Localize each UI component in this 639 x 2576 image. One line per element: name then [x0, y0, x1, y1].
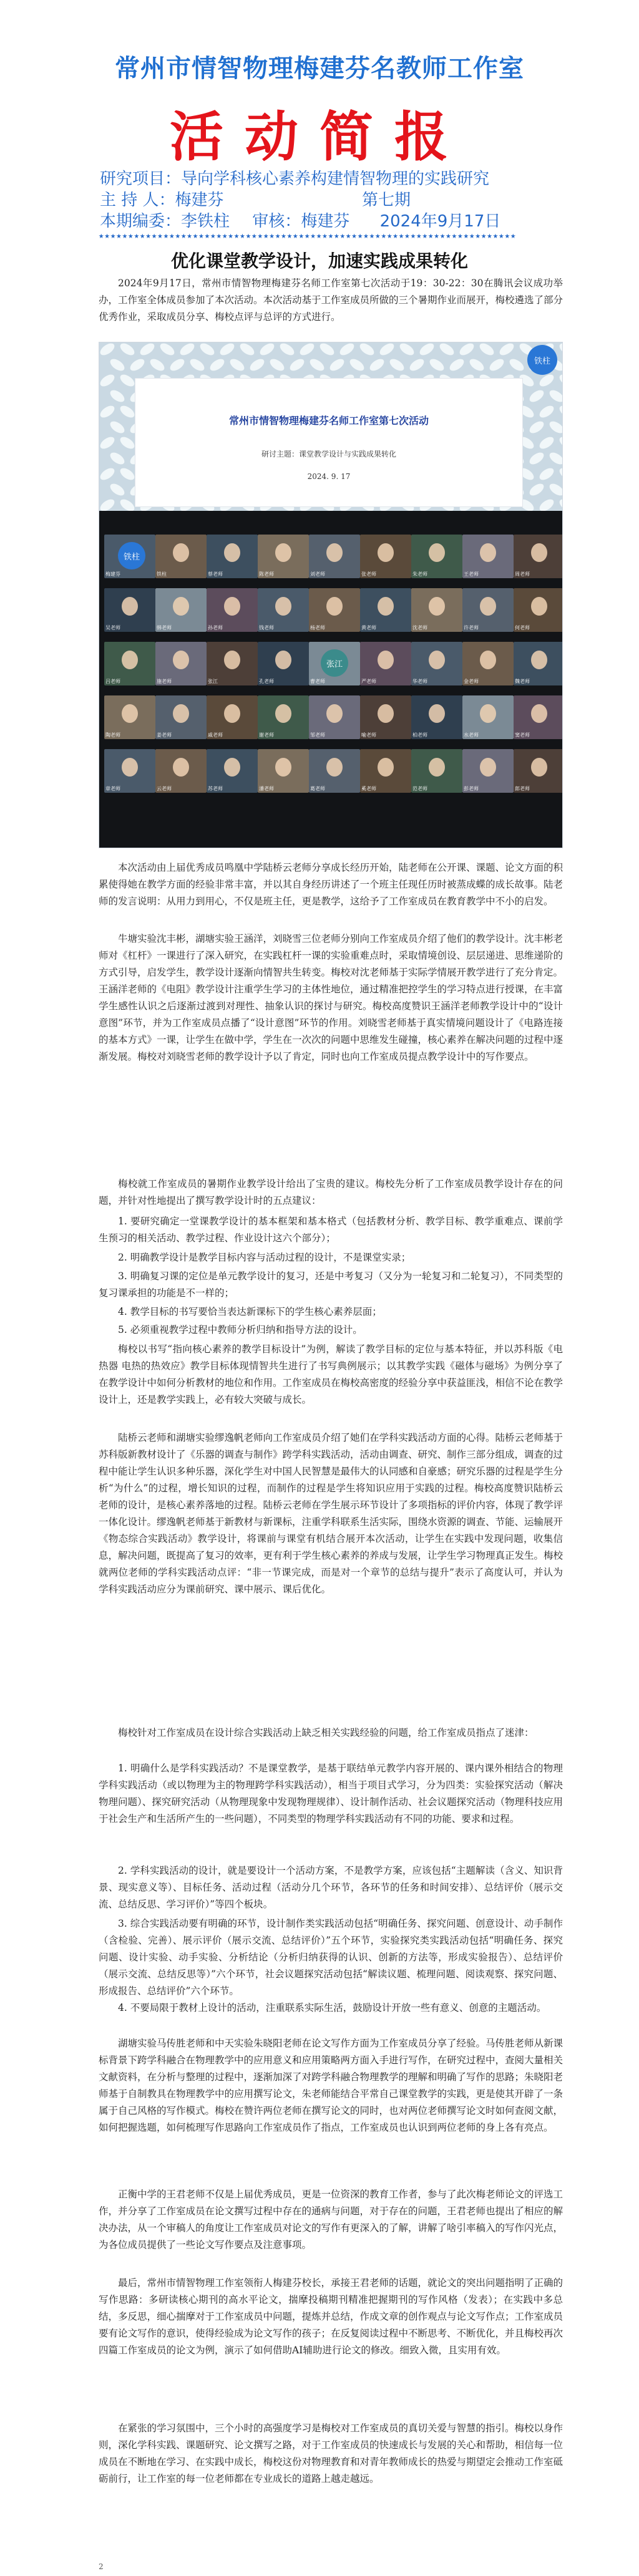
participant-avatar — [224, 651, 240, 669]
participant-tile — [155, 535, 207, 578]
participant-name: 韩老师 — [157, 625, 172, 631]
participant-avatar — [173, 704, 189, 723]
user-badge: 铁柱 — [527, 345, 557, 375]
leaf-decoration — [108, 388, 126, 404]
participant-avatar — [224, 704, 240, 723]
paragraph-12: 1. 明确什么是学科实践活动？不是课堂教学，是基于联结单元教学内容开展的、课内课外相结合的物理学科实践活动（或以物理为主的物理跨学科实践活动），相当于项目式学习，分为四类：实验探究活动（解决物理问题）、探究研究活动（从物理现象中发现物理规律）、设计制作活动、社会议题探究活动（物理科技应用于社会生产和生活所产生的一些问题），不同类型的物理学科实践活动有不同的功能、要求和过程。 — [99, 1763, 563, 1824]
paragraph-16: 湖塘实验马传胜老师和中天实验朱晓阳老师在论文写作方面为工作室成员分享了经验。马传胜老师从新课标背景下跨学科融合在物理教学中的应用意义和应用策略两方面入手进行写作，在研究过程中，查阅大量相关文献资料，在分析与整理的过程中，逐渐加深了对跨学科融合物理教学的理解和明确了写作的思路；朱晓阳老师基于自制教具在物理教学中的应用撰写论文，朱老师能结合平常自己课堂教学的实践，更是使其开辟了一条属于自己风格的写作模式。梅校在赞许两位老师在撰写论文的同时，也对两位老师撰写论文时如何查阅文献，如何把握选题，如何梳理写作思路向工作室成员作了指点，工作室成员也认识到两位老师的身上各有亮点。 — [99, 2038, 563, 2133]
leaf-decoration — [248, 357, 266, 373]
project-label: 研究项目： — [100, 170, 182, 188]
participant-name: 严老师 — [361, 679, 376, 684]
article-title: 优化课堂教学设计，加速实践成果转化 — [170, 251, 468, 271]
participant-avatar — [224, 543, 240, 562]
participant-tile — [360, 749, 411, 793]
leaf-decoration — [358, 342, 376, 357]
leaf-decoration — [168, 357, 186, 373]
participant-tile — [104, 642, 155, 685]
participant-tile — [411, 749, 462, 793]
participant-name: 金老师 — [464, 679, 479, 684]
participant-name: 苏老师 — [208, 786, 223, 792]
participant-name: 梅建芬 — [105, 571, 120, 577]
participant-name: 潘老师 — [259, 786, 274, 792]
participant-name: 陶老师 — [105, 732, 120, 738]
issue-number: 第七期 — [362, 191, 411, 210]
participant-avatar — [480, 758, 496, 777]
leaf-decoration — [527, 450, 545, 467]
participant-name: 姜老师 — [157, 732, 172, 738]
participant-tile — [360, 642, 411, 685]
leaf-decoration — [527, 388, 545, 404]
participant-avatar — [429, 704, 445, 723]
slide-title: 常州市情智物理梅建芬名师工作室第七次活动 — [228, 415, 429, 427]
participant-avatar — [531, 543, 547, 562]
participant-tile — [360, 695, 411, 739]
participant-name: 水老师 — [464, 732, 479, 738]
participant-tile — [360, 588, 411, 632]
participant-tile — [309, 749, 360, 793]
participant-tile — [514, 695, 563, 739]
leaf-decoration — [388, 357, 406, 373]
participant-name: 吴老师 — [105, 625, 120, 631]
leaf-decoration — [138, 342, 156, 357]
participant-tile — [258, 749, 309, 793]
issue-date: 2024年9月17日 — [379, 212, 501, 231]
paragraph-13: 2. 学科实践活动的设计，就是要设计一个活动方案，不是教学方案，应该包括“主题解读（含义、知识背景、现实意义等）、目标任务、活动过程（活动分几个环节，各环节的任务和时间安排）、总结评价（展示交流、总结反思、学习评价）”等四个板块。 — [99, 1865, 563, 1910]
participant-name: 孔老师 — [259, 679, 274, 684]
participant-name: 华老师 — [412, 679, 427, 684]
leaf-decoration — [547, 419, 563, 435]
participant-avatar — [275, 758, 291, 777]
participant-name: 沈老师 — [412, 625, 427, 631]
participant-tile — [207, 695, 258, 739]
paragraph-15: 4. 不要局限于教材上设计的活动，注重联系实际生活，鼓励设计开放一些有意义、创意的主题活动。 — [118, 2002, 547, 2013]
leaf-decoration — [148, 357, 166, 373]
participant-avatar — [122, 651, 138, 669]
participant-tile — [258, 535, 309, 578]
participant-tile — [411, 588, 462, 632]
participant-avatar — [173, 543, 189, 562]
participant-name: 云老师 — [157, 786, 172, 792]
participant-tile — [462, 749, 514, 793]
participant-tile — [104, 588, 155, 632]
participant-name: 铁柱 — [157, 571, 167, 577]
participant-avatar — [275, 543, 291, 562]
participant-name: 杨老师 — [310, 625, 325, 631]
paragraph-4: 1. 要研究确定一堂课教学设计的基本框架和基本格式（包括教材分析、教学目标、教学重难点、课前学生预习的相关活动、教学过程、作业设计这六个部分）； — [99, 1216, 563, 1244]
participant-tile — [207, 588, 258, 632]
participant-tile — [462, 642, 514, 685]
participant-name: 奚老师 — [361, 786, 376, 792]
participant-tile — [309, 535, 360, 578]
leaf-decoration — [99, 466, 117, 482]
leaf-decoration — [178, 342, 196, 357]
paragraph-19: 在紧张的学习氛围中，三个小时的高强度学习是梅校对工作室成员的真切关爱与智慧的指引。梅校以身作则，深化学科实践、课题研究、论文撰写之路，对于工作室成员的快速成长与发展的关心和帮助，相信每一位成员在不断地在学习、在实践中成长，梅校这份对物理教育和对青年教师成长的热爱与期望定会推动工作室砥砺前行，让工作室的每一位老师都在专业成长的道路上越走越远。 — [99, 2423, 563, 2484]
leaf-decoration — [557, 435, 563, 451]
studio-name: 常州市情智物理梅建芬名教师工作室 — [115, 54, 524, 83]
leaf-decoration — [537, 404, 555, 420]
paragraph-11: 梅校针对工作室成员在设计综合实践活动上缺乏相关实践经验的问题，给工作室成员指点了迷津： — [118, 1727, 534, 1738]
host-line — [100, 187, 411, 210]
leaf-decoration — [537, 497, 555, 511]
participant-name: 王老师 — [464, 571, 479, 577]
leaf-decoration — [188, 357, 206, 373]
participant-name: 张江 — [208, 679, 218, 684]
participant-name: 戚老师 — [208, 732, 223, 738]
leaf-decoration — [118, 497, 136, 511]
participant-name: 章老师 — [105, 786, 120, 792]
participant-avatar — [480, 704, 496, 723]
participant-avatar — [480, 597, 496, 616]
participant-avatar — [275, 704, 291, 723]
participant-name: 施老师 — [157, 679, 172, 684]
participant-name: 柏老师 — [412, 732, 427, 738]
leaf-decoration — [198, 342, 216, 357]
participant-name: 何老师 — [515, 625, 530, 631]
participant-avatar — [429, 651, 445, 669]
participant-grid — [99, 511, 563, 848]
paragraph-9: 梅校以书写“指向核心素养的教学目标设计”为例，解读了教学目标的定位与基本特征，并以苏科版《电热器 电热的热效应》教学目标体现情智共生进行了书写典例展示；以其教学实践《磁体与磁场》为例分享了在教学设计中如何分析教材的地位和作用。工作室成员在梅校高密度的经验分享中获益匪浅，相信不论在教学设计上，还是教学实践上，必有较大突破与成长。 — [99, 1344, 563, 1405]
participant-badge: 铁柱 — [118, 542, 145, 569]
leaf-decoration — [328, 357, 346, 373]
participant-avatar — [429, 758, 445, 777]
participant-tile — [411, 535, 462, 578]
leaf-decoration — [557, 497, 563, 511]
participant-name: 陈老师 — [259, 571, 274, 577]
leaf-decoration — [108, 450, 126, 467]
leaf-decoration — [527, 482, 545, 498]
participant-name: 吕老师 — [105, 679, 120, 684]
participant-avatar — [173, 758, 189, 777]
leaf-decoration — [288, 357, 306, 373]
participant-tile — [207, 642, 258, 685]
participant-avatar — [378, 704, 394, 723]
leaf-decoration — [467, 357, 485, 373]
leaf-decoration — [318, 342, 336, 357]
leaf-decoration — [497, 342, 515, 357]
participant-avatar — [429, 597, 445, 616]
leaf-decoration — [398, 342, 416, 357]
leaf-decoration — [537, 466, 555, 482]
participant-tile — [155, 642, 207, 685]
leaf-decoration — [368, 357, 386, 373]
leaf-decoration — [507, 357, 525, 373]
participant-tile — [207, 749, 258, 793]
participant-tile — [360, 535, 411, 578]
leaf-decoration — [348, 357, 366, 373]
leaf-decoration — [527, 419, 545, 435]
paragraph-14: 3. 综合实践活动要有明确的环节，设计制作类实践活动包括“明确任务、探究问题、创意设计、动手制作（含检验、完善）、展示评价（展示交流、总结评价）”五个环节，实验探究类实践活动包括“明确任务、探究问题、设计实验、动手实验、分析结论（分析归纳获得的认识、创新的方法等，形成实验报告）、总结评价（展示交流、总结反思等）”六个环节，社会议题探究活动包括“解读议题、梳理问题、阅读观察、探究问题、形成报告、总结评价”六个环节。 — [99, 1918, 563, 1997]
participant-badge: 张江 — [321, 649, 348, 677]
host-label: 主 持 人： — [100, 191, 175, 210]
paragraph-17: 正衡中学的王君老师不仅是上届优秀成员，更是一位资深的教育工作者，参与了此次梅老师论文的评选工作，并分享了工作室成员在论文撰写过程中存在的通病与问题，对于存在的问题，王君老师也提出了相应的解决办法，从一个审稿人的角度让工作室成员对论文的写作有更深入的了解，讲解了啥引率稿入的写作闪光点，为各位成员提供了一些论文写作要点及注意事项。 — [99, 2189, 563, 2250]
participant-tile — [514, 588, 563, 632]
leaf-decoration — [258, 342, 276, 357]
participant-name: 喻老师 — [361, 732, 376, 738]
participant-avatar — [326, 704, 343, 723]
participant-avatar — [531, 651, 547, 669]
leaf-decoration — [208, 357, 226, 373]
participant-name: 许老师 — [464, 625, 479, 631]
leaf-decoration — [557, 372, 563, 389]
reviewer-label: 审核： — [252, 212, 301, 231]
leaf-decoration — [268, 357, 286, 373]
leaf-decoration — [118, 466, 136, 482]
participant-avatar — [326, 543, 343, 562]
meeting-slide — [135, 379, 522, 506]
participant-name: 葛老师 — [310, 786, 325, 792]
paragraph-18: 最后，常州市情智物理工作室领衔人梅建芬校长，承接王君老师的话题，就论文的突出问题指明了正确的写作思路：多研读核心期刊的高水平论文，揣摩投稿期刊精准把握期刊的写作风格（发表）；在实践中多总结，多反思，细心揣摩对于工作室成员中问题，提炼并总结，作成文章的创作观点与论文写作点；工作室成员要有论文写作的意识，使得经验成为论文写作的孩子；在反复阅读过程中不断思考、不断优化，并且梅校再次四篇工作室成员的论文为例，演示了如何借助AI辅助进行论文的修改。细致入微，且实用有效。 — [99, 2277, 563, 2356]
participant-tile — [207, 535, 258, 578]
participant-name: 周老师 — [515, 571, 530, 577]
editor-value: 李铁柱 — [181, 212, 230, 231]
participant-tile — [411, 642, 462, 685]
participant-tile — [411, 695, 462, 739]
leaf-decoration — [427, 357, 446, 373]
participant-tile — [514, 642, 563, 685]
leaf-decoration — [557, 404, 563, 420]
leaf-decoration — [99, 342, 117, 357]
participant-avatar — [531, 597, 547, 616]
leaf-decoration — [547, 388, 563, 404]
leaf-decoration — [228, 357, 246, 373]
participant-tile — [309, 588, 360, 632]
participant-avatar — [224, 597, 240, 616]
leaf-decoration — [118, 435, 136, 451]
leaf-decoration — [407, 357, 426, 373]
participant-avatar — [275, 651, 291, 669]
leaf-decoration — [417, 342, 436, 357]
participant-tile — [462, 535, 514, 578]
participant-name: 蔡老师 — [208, 571, 223, 577]
participant-name: 钱老师 — [259, 625, 274, 631]
participant-name: 朱老师 — [412, 571, 427, 577]
leaf-decoration — [99, 435, 117, 451]
leaf-decoration — [99, 404, 117, 420]
meeting-screenshot — [99, 342, 563, 848]
leaf-decoration — [108, 357, 126, 373]
participant-name: 张老师 — [361, 571, 376, 577]
project-value: 导向学科核心素养构建情智物理的实践研究 — [181, 170, 490, 188]
participant-name: 魏老师 — [515, 679, 530, 684]
leaf-decoration — [108, 482, 126, 498]
slide-date: 2024. 9. 17 — [307, 472, 351, 481]
leaf-decoration — [537, 435, 555, 451]
paragraph-5: 2. 明确教学设计是教学目标内容与活动过程的设计，不是课堂实录； — [118, 1252, 411, 1263]
participant-avatar — [480, 543, 496, 562]
participant-avatar — [531, 704, 547, 723]
participant-tile — [309, 695, 360, 739]
participant-avatar — [122, 758, 138, 777]
participant-name: 彭老师 — [464, 786, 479, 792]
reviewer-value: 梅建芬 — [301, 212, 350, 231]
leaf-decoration — [108, 419, 126, 435]
participant-tile — [258, 695, 309, 739]
participant-avatar — [326, 758, 343, 777]
participant-avatar — [378, 651, 394, 669]
participant-avatar — [275, 597, 291, 616]
leaf-decoration — [99, 372, 117, 389]
participant-tile — [258, 642, 309, 685]
participant-avatar — [173, 651, 189, 669]
leaf-decoration — [547, 450, 563, 467]
paragraph-8: 5. 必须重视教学过程中教师分析归纳和指导方法的设计。 — [118, 1324, 363, 1335]
paragraph-10: 陆桥云老师和湖塘实验缪逸帆老师向工作室成员介绍了她们在学科实践活动方面的心得。陆桥云老师基于苏科版新教材设计了《乐器的调查与制作》跨学科实践活动，活动由调查、研究、制作三部分组成，调查的过程中能让学生认识多种乐器，深化学生对中国人民智慧是最伟大的认同感和自豪感；研究乐器的过程是学生分析“为什么”的过程，增长知识的过程，而制作的过程是学生将知识应用于实践的过程。梅校高度赞识陆桥云老师的设计，是核心素养落地的过程。陆桥云老师在学生展示环节设计了多项指标的评价内容，体现了教学评一体化设计。缪逸帆老师基于新教材与新课标，注重学科联系生活实际，围绕水资源的调查、节能、运输展开《物态综合实践活动》教学设计，将课前与课堂有机结合展开本次活动，让学生在实践中发现问题，收集信息，解决问题，既提高了复习的效率，更有利于学生核心素养的养成与发展，让学生学习物理真正发生。梅校就两位老师的学科实践活动点评：“非一节课完成，而是对一个章节的总结与提升”表示了高度认可，并认为学科实践活动应分为课前研究、课中展示、课后优化。 — [99, 1432, 563, 1595]
participant-tile — [104, 695, 155, 739]
participant-tile — [104, 749, 155, 793]
leaf-decoration — [557, 342, 563, 357]
participant-tile — [514, 535, 563, 578]
leaf-decoration — [128, 357, 146, 373]
leaf-decoration — [238, 342, 256, 357]
participant-avatar — [173, 597, 189, 616]
editor-label: 本期编委： — [100, 212, 182, 231]
participant-avatar — [224, 758, 240, 777]
participant-tile — [514, 749, 563, 793]
leaf-decoration — [477, 342, 495, 357]
leaf-decoration — [158, 342, 176, 357]
participant-name: 范老师 — [412, 786, 427, 792]
leaf-decoration — [118, 404, 136, 420]
bulletin-title: 活动简报 — [170, 106, 469, 168]
participant-name: 孙老师 — [208, 625, 223, 631]
leaf-decoration — [118, 342, 136, 357]
leaf-decoration — [557, 466, 563, 482]
leaf-decoration — [99, 497, 117, 511]
leaf-decoration — [447, 357, 466, 373]
participant-name: 黄老师 — [361, 625, 376, 631]
participant-avatar — [326, 597, 343, 616]
leaf-decoration — [218, 342, 236, 357]
participant-name: 谢老师 — [259, 732, 274, 738]
participant-avatar — [429, 543, 445, 562]
leaf-decoration — [308, 357, 326, 373]
leaf-decoration — [298, 342, 316, 357]
paragraph-1: 本次活动由上届优秀成员鸣凰中学陆桥云老师分享成长经历开始，陆老师在公开课、课题、论文方面的积累使得她在教学方面的经验非常丰富，并以其自身经历讲述了一个班主任现任历时被蒸成蝶的成长故事。陆老师的发言说明：从用力到用心，不仅是班主任，更是教学，这给予了工作室成员在教育教学中不小的启发。 — [99, 862, 563, 907]
intro-paragraph: 2024年9月17日，常州市情智物理梅建芬名师工作室第七次活动于19：30-22：30在腾讯会议成功举办，工作室全体成员参加了本次活动。本次活动基于工作室成员所做的三个暑期作业而展开，梅校遴选了部分优秀作业，采取成员分享、梅校点评与总评的方式进行。 — [99, 278, 563, 322]
participant-avatar — [378, 543, 394, 562]
participant-tile — [155, 749, 207, 793]
slide-subtitle: 研讨主题：课堂教学设计与实践成果转化 — [261, 450, 396, 458]
participant-name: 曹老师 — [310, 679, 325, 684]
participant-tile — [462, 588, 514, 632]
page-number: 2 — [99, 2562, 104, 2571]
participant-tile — [155, 588, 207, 632]
editor-line — [100, 208, 500, 231]
participant-avatar — [480, 651, 496, 669]
paragraph-2: 牛塘实验沈丰彬，湖塘实验王涵洋，刘晓雪三位老师分别向工作室成员介绍了他们的教学设计。沈丰彬老师对《杠杆》一课进行了深入研究，在实践杠杆一课的实验重难点时，采取情境创设、层层递进、思维递阶的方式引导，启发学生，教学设计逐渐向情智共生转变。梅校对沈老师基于实际学情展开教学进行了充分肯定。王涵洋老师的《电阻》教学设计注重学生学习的主体性地位，通过精准把控学生的学习特点进行授课，在丰富学生感性认识之后逐渐过渡到对理性、抽象认识的探讨与研究。梅校高度赞识王涵洋老师教学设计中的“设计意图”环节，并为工作室成员点播了“设计意图”环节的作用。刘晓雪老师基于真实情境问题设计了《电路连接的基本方式》一课，让学生在做中学，学生在一次次的问题中思维发生碰撞，核心素养在解决问题的过程中逐渐发展。梅校对刘晓雪老师的教学设计予以了肯定，同时也向工作室成员提点教学设计中的写作要点。 — [99, 933, 563, 1062]
leaf-decoration — [437, 342, 456, 357]
star-divider: ★★★★★★★★★★★★★★★★★★★★★★★★★★★★★★★★★★★★★★★★★★★★★★★★★★★★★★★★★★★★★★★★★★★★★★★ — [99, 231, 517, 241]
leaf-decoration — [338, 342, 356, 357]
participant-avatar — [378, 597, 394, 616]
leaf-decoration — [278, 342, 296, 357]
participant-name: 邹老师 — [310, 732, 325, 738]
project-line — [100, 166, 489, 189]
leaf-decoration — [547, 482, 563, 498]
participant-tile — [258, 588, 309, 632]
participant-name: 郎老师 — [515, 786, 530, 792]
participant-tile — [155, 695, 207, 739]
leaf-decoration — [487, 357, 505, 373]
participant-name: 刘老师 — [310, 571, 325, 577]
participant-name: 窦老师 — [515, 732, 530, 738]
paragraph-3: 梅校就工作室成员的暑期作业教学设计给出了宝贵的建议。梅校先分析了工作室成员教学设计存在的问题，并针对性地提出了撰写教学设计时的五点建议： — [99, 1178, 563, 1206]
leaf-decoration — [378, 342, 396, 357]
paragraph-6: 3. 明确复习课的定位是单元教学设计的复习，还是中考复习（又分为一轮复习和二轮复习），不同类型的复习课承担的功能是不一样的； — [99, 1271, 563, 1299]
leaf-decoration — [118, 372, 136, 389]
paragraph-7: 4. 教学目标的书写要恰当表达新课标下的学生核心素养层面； — [118, 1306, 382, 1317]
participant-avatar — [122, 597, 138, 616]
participant-tile — [462, 695, 514, 739]
participant-avatar — [122, 704, 138, 723]
leaf-decoration — [457, 342, 476, 357]
participant-avatar — [531, 758, 547, 777]
participant-avatar — [378, 758, 394, 777]
host-value: 梅建芬 — [175, 191, 224, 210]
